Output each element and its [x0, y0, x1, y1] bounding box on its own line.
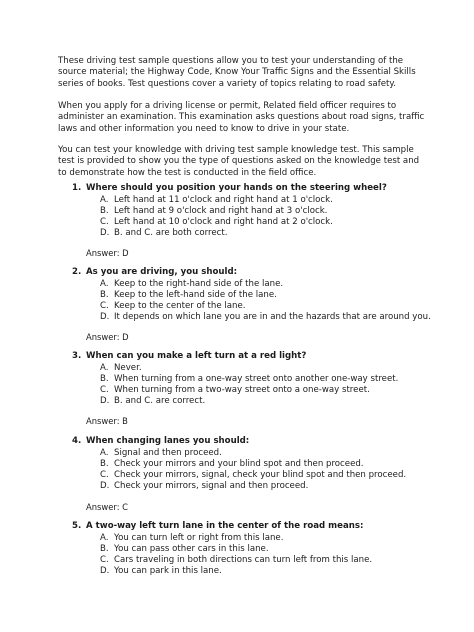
option-text: Check your mirrors, signal, check your blind spot and then proceed.: [114, 469, 407, 480]
option-text: Cars traveling in both directions can turn left from this lane.: [114, 554, 373, 565]
question-number: 4.: [72, 436, 82, 446]
question-number: 5.: [72, 521, 82, 531]
option-letter: B.: [100, 458, 109, 469]
option-list: [100, 279, 431, 324]
option-item: [100, 312, 431, 323]
option-item: [100, 533, 372, 544]
option-item: [100, 544, 372, 555]
option-text: Keep to the center of the lane.: [114, 300, 246, 311]
option-item: [100, 363, 398, 374]
intro-paragraph: When you apply for a driving license or permit, Related field officer requires to administer an examination. This examination asks questions about road signs, traffic laws and other information you need to know to drive in your state.: [58, 101, 425, 134]
answer-label: Answer: B: [86, 416, 128, 426]
option-letter: D.: [100, 396, 110, 407]
option-item: [100, 385, 398, 396]
option-letter: D.: [100, 228, 110, 239]
option-text: You can turn left or right from this lane.: [114, 532, 284, 543]
option-list: [100, 363, 398, 408]
question-number: 2.: [72, 267, 82, 277]
option-letter: B.: [100, 373, 109, 384]
question-number: 3.: [72, 351, 82, 361]
option-text: Check your mirrors, signal and then proceed.: [114, 481, 309, 492]
option-item: [100, 470, 406, 481]
question-text: When can you make a left turn at a red light?: [86, 351, 307, 361]
option-text: Never.: [114, 362, 142, 373]
question-text: As you are driving, you should:: [86, 267, 238, 277]
option-item: [100, 566, 372, 577]
option-letter: A.: [100, 278, 109, 289]
option-text: B. and C. are both correct.: [114, 228, 228, 239]
option-letter: B.: [100, 289, 109, 300]
option-list: [100, 533, 372, 578]
option-text: You can park in this lane.: [114, 566, 222, 577]
option-letter: D.: [100, 566, 110, 577]
option-text: When turning from a two-way street onto a one-way street.: [114, 384, 370, 395]
option-letter: C.: [100, 384, 109, 395]
option-letter: A.: [100, 194, 109, 205]
option-item: [100, 555, 372, 566]
option-item: [100, 396, 398, 407]
answer-label: Answer: C: [86, 502, 129, 512]
option-text: Left hand at 10 o'clock and right hand at 2 o'clock.: [114, 216, 333, 227]
option-letter: B.: [100, 543, 109, 554]
option-item: [100, 228, 333, 239]
question-text: When changing lanes you should:: [86, 436, 250, 446]
option-text: B. and C. are correct.: [114, 396, 206, 407]
option-item: [100, 290, 431, 301]
option-letter: C.: [100, 300, 109, 311]
question-text: A two-way left turn lane in the center of the road means:: [86, 521, 364, 531]
option-letter: A.: [100, 532, 109, 543]
option-item: [100, 448, 406, 459]
option-item: [100, 217, 333, 228]
option-text: Check your mirrors and your blind spot and then proceed.: [114, 458, 364, 469]
option-text: You can pass other cars in this lane.: [114, 543, 269, 554]
option-text: Keep to the left-hand side of the lane.: [114, 289, 277, 300]
option-letter: C.: [100, 554, 109, 565]
option-letter: B.: [100, 205, 109, 216]
option-text: Signal and then proceed.: [114, 447, 222, 458]
question-text: Where should you position your hands on the steering wheel?: [86, 183, 387, 193]
answer-label: Answer: D: [86, 332, 129, 342]
option-item: [100, 195, 333, 206]
option-list: [100, 448, 406, 493]
option-text: Keep to the right-hand side of the lane.: [114, 278, 284, 289]
option-letter: A.: [100, 362, 109, 373]
option-letter: A.: [100, 447, 109, 458]
option-item: [100, 206, 333, 217]
option-text: Left hand at 11 o'clock and right hand at 1 o'clock.: [114, 194, 333, 205]
intro-paragraph: These driving test sample questions allow you to test your understanding of the source material; the Highway Code, Know Your Traffic Signs and the Essential Skills series of books. Test questions cover a variety of topics relating to road safety.: [58, 56, 416, 89]
option-letter: D.: [100, 312, 110, 323]
option-item: [100, 481, 406, 492]
option-letter: C.: [100, 216, 109, 227]
answer-label: Answer: D: [86, 248, 129, 258]
option-text: It depends on which lane you are in and the hazards that are around you.: [114, 312, 431, 323]
option-item: [100, 459, 406, 470]
option-item: [100, 301, 431, 312]
option-text: Left hand at 9 o'clock and right hand at 3 o'clock.: [114, 205, 328, 216]
option-list: [100, 195, 333, 240]
option-item: [100, 279, 431, 290]
option-letter: C.: [100, 469, 109, 480]
question-number: 1.: [72, 183, 82, 193]
option-item: [100, 374, 398, 385]
option-text: When turning from a one-way street onto another one-way street.: [114, 373, 399, 384]
intro-paragraph: You can test your knowledge with driving test sample knowledge test. This sample test is provided to show you the type of questions asked on the knowledge test and to demonstrate how the test is conducted in the field office.: [58, 145, 420, 178]
option-letter: D.: [100, 481, 110, 492]
